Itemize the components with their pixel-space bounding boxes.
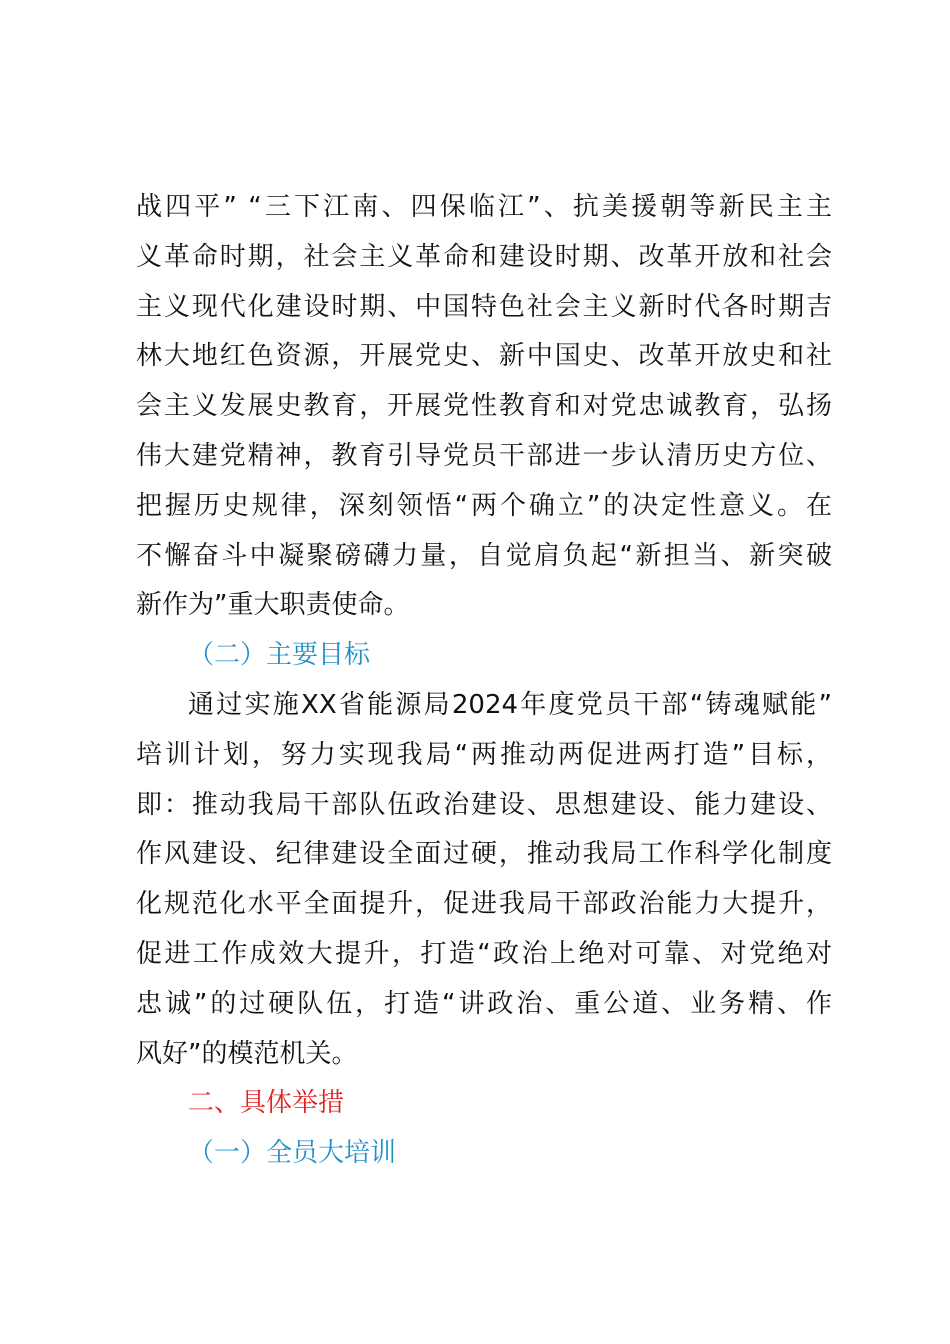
paragraph1-line: 伟大建党精神，教育引导党员干部进一步认清历史方位、: [136, 440, 832, 471]
heading-section-2: 二、具体举措: [188, 1088, 345, 1119]
paragraph1-line-last: 新作为”重大职责使命。: [136, 590, 410, 621]
paragraph2-line: 作风建设、纪律建设全面过硬，推动我局工作科学化制度: [136, 839, 832, 870]
paragraph1-line: 主义现代化建设时期、中国特色社会主义新时代各时期吉: [136, 291, 832, 322]
paragraph2-line: 化规范化水平全面提升，促进我局干部政治能力大提升，: [136, 889, 832, 920]
paragraph2-line-first: 通过实施XX省能源局2024年度党员干部“铸魂赋能”: [188, 689, 832, 720]
paragraph1-line: 战四平” “三下江南、四保临江”、抗美援朝等新民主主: [136, 192, 832, 222]
paragraph2-line-last: 风好”的模范机关。: [136, 1038, 358, 1069]
paragraph1-line: 不懈奋斗中凝聚磅礴力量，自觉肩负起“新担当、新突破: [136, 540, 832, 571]
document-body: [136, 183, 832, 1179]
heading-sub-1: （一）全员大培训: [188, 1138, 397, 1169]
paragraph1-line: 会主义发展史教育，开展党性教育和对党忠诚教育，弘扬: [136, 391, 832, 422]
paragraph1-line: 义革命时期，社会主义革命和建设时期、改革开放和社会: [136, 241, 832, 272]
paragraph2-line: 忠诚”的过硬队伍，打造“讲政治、重公道、业务精、作: [136, 988, 832, 1019]
paragraph2-line: 促进工作成效大提升，打造“政治上绝对可靠、对党绝对: [136, 938, 832, 969]
paragraph1-line: 把握历史规律，深刻领悟“两个确立”的决定性意义。在: [136, 490, 832, 521]
paragraph2-line: 即：推动我局干部队伍政治建设、思想建设、能力建设、: [136, 789, 832, 820]
paragraph2-line: 培训计划，努力实现我局“两推动两促进两打造”目标，: [136, 739, 832, 770]
heading-main-goal: （二）主要目标: [188, 640, 371, 671]
paragraph1-line: 林大地红色资源，开展党史、新中国史、改革开放史和社: [136, 341, 832, 372]
